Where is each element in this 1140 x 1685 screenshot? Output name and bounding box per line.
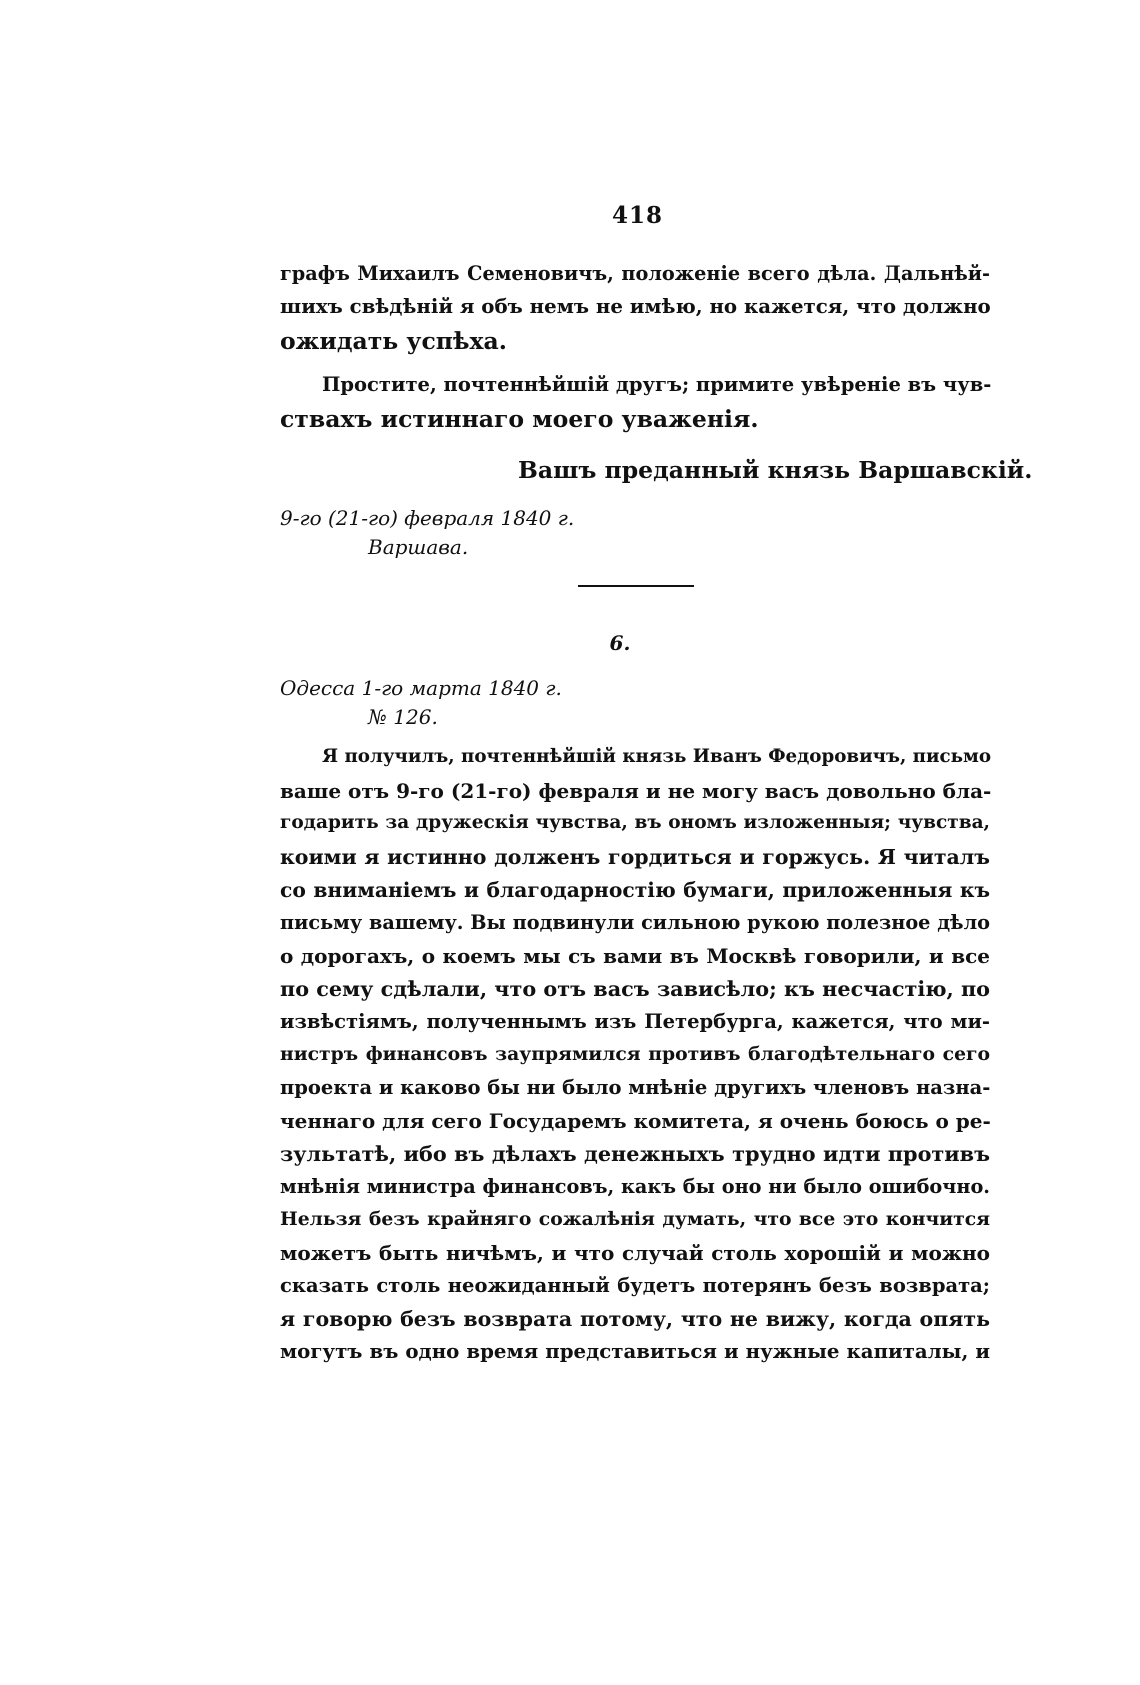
- section-divider: [578, 585, 694, 587]
- text-line: ожидать успѣха.: [280, 327, 507, 355]
- text-line: по сему сдѣлали, что отъ васъ зависѣло; къ несчастію, по: [280, 977, 990, 1001]
- letter-place: Варшава.: [368, 535, 469, 559]
- text-line: графъ Михаилъ Семеновичъ, положеніе всего дѣла. Дальнѣй-: [280, 262, 990, 285]
- text-line: со вниманіемъ и благодарностію бумаги, приложенныя къ: [280, 878, 990, 902]
- text-line: Нельзя безъ крайняго сожалѣнія думать, что все это кончится: [280, 1208, 990, 1230]
- text-line: проекта и каково бы ни было мнѣніе другихъ членовъ назна-: [280, 1076, 991, 1099]
- letter-number: 6.: [609, 631, 631, 655]
- letter-ref-number: № 126.: [368, 705, 438, 729]
- text-line: коими я истинно долженъ гордиться и горжусь. Я читалъ: [280, 845, 990, 869]
- text-line: письму вашему. Вы подвинули сильною рукою полезное дѣло: [280, 911, 990, 934]
- letter-header: Одесса 1-го марта 1840 г.: [280, 676, 562, 700]
- text-line: сказать столь неожиданный будетъ потерянъ безъ возврата;: [280, 1274, 990, 1297]
- text-line: можетъ быть ничѣмъ, и что случай столь хорошій и можно: [280, 1241, 990, 1265]
- text-line: ваше отъ 9-го (21-го) февраля и не могу васъ довольно бла-: [280, 779, 992, 803]
- text-line: Я получилъ, почтеннѣйшій князь Иванъ Федоровичъ, письмо: [322, 746, 992, 767]
- signature: Вашъ преданный князь Варшавскій.: [518, 456, 1033, 484]
- letter-date: 9-го (21-го) февраля 1840 г.: [280, 506, 575, 530]
- text-line: могутъ въ одно время представиться и нужные капиталы, и: [280, 1339, 990, 1363]
- page-number: 418: [611, 202, 663, 229]
- text-line: ченнаго для сего Государемъ комитета, я очень боюсь о ре-: [280, 1109, 991, 1133]
- text-line: ствахъ истиннаго моего уваженія.: [280, 405, 759, 433]
- text-line: нистръ финансовъ заупрямился противъ благодѣтельнаго сего: [280, 1043, 990, 1065]
- text-line: годарить за дружескія чувства, въ ономъ изложенныя; чувства,: [280, 812, 990, 833]
- text-line: Простите, почтеннѣйшій другъ; примите увѣреніе въ чув-: [322, 373, 992, 396]
- text-line: мнѣнія министра финансовъ, какъ бы оно ни было ошибочно.: [280, 1175, 990, 1198]
- text-line: я говорю безъ возврата потому, что не вижу, когда опять: [280, 1307, 990, 1331]
- text-line: зультатѣ, ибо въ дѣлахъ денежныхъ трудно идти противъ: [280, 1142, 990, 1166]
- text-line: о дорогахъ, о коемъ мы съ вами въ Москвѣ говорили, и все: [280, 944, 990, 968]
- text-line: шихъ свѣдѣній я объ немъ не имѣю, но кажется, что должно: [280, 294, 991, 318]
- text-line: извѣстіямъ, полученнымъ изъ Петербурга, кажется, что ми-: [280, 1010, 990, 1033]
